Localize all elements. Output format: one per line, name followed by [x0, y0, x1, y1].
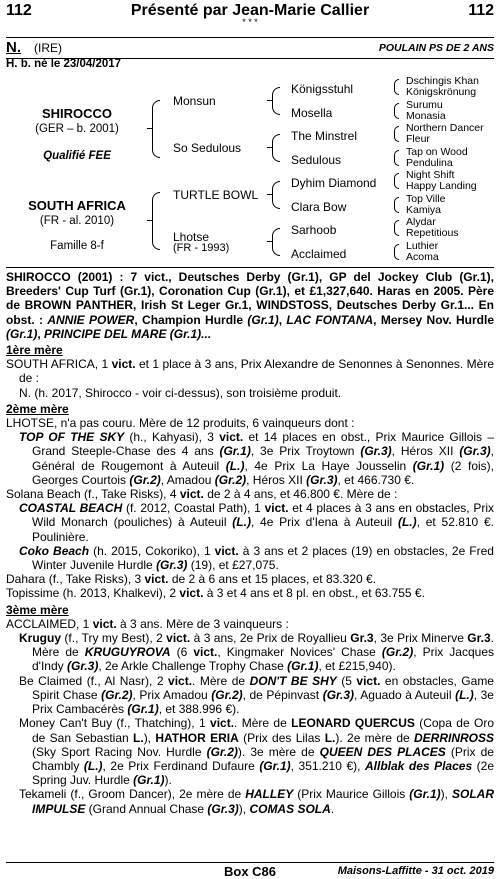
bracket-tick — [147, 220, 152, 221]
sire-fee: Qualifié FEE — [43, 150, 111, 162]
ped-g2-4: Lhotse — [173, 230, 210, 244]
third-dam-produce-1: Kruguy (f., Try my Best), 2 vict. à 3 ans, 2e Prix de Royallieu Gr.3, 3e Prix Minerve Gr.3. Mère de KRUGUYROVA (6 vict., Kingmaker Novices' Chase (Gr.2), Prix Jacques d'Indy (Gr.3), 2e Arkle Challenge Trophy Chase (Gr.1), et £215,940). — [19, 631, 495, 674]
catalogue-body — [6, 270, 494, 816]
separator — [6, 267, 494, 268]
ped-g4-7: Alydar Repetitious — [406, 216, 459, 239]
third-dam-produce-4: Tekameli (f., Groom Dancer), 2e mère de HALLEY (Prix Maurice Gillois (Gr.1)), SOLAR IMPULSE (Grand Annual Chase (Gr.3)), COMAS SOLA. — [19, 787, 494, 816]
second-dam-produce-2: Solana Beach (f., Take Risks), 4 vict. de 2 à 4 ans, et 46.800 €. Mère de : — [6, 487, 398, 502]
second-dam-heading: 2ème mère — [6, 401, 69, 416]
ped-g3-8: Acclaimed — [291, 247, 347, 261]
bracket-dam — [152, 192, 160, 250]
horse-country: (IRE) — [34, 41, 62, 55]
second-dam-produce-1: TOP OF THE SKY (h., Kahyasi), 3 vict. et 14 places en obst., Prix Maurice Gillois – Grand Steeple-Chase des 4 ans (Gr.1), 3e Prix Troytown (Gr.3), Héros XII (Gr.3), Général de Rougemont à Auteuil (L.), 4e Prix La Haye Jousselin (Gr.1) (2 fois), Georges Courtois (Gr.2), Amadou (Gr.2), Héros XII (Gr.3), et 466.730 €. — [19, 430, 494, 487]
bracket-g2 — [272, 87, 280, 115]
third-dam-intro: ACCLAIMED, 1 vict. à 3 ans. Mère de 3 vainqueurs : — [6, 616, 289, 631]
third-dam-produce-2: Be Claimed (f., Al Nasr), 2 vict.. Mère de DON'T BE SHY (5 vict. en obstacles, Game Spirit Chase (Gr.2), Prix Amadou (Gr.2), de Pépinvast (Gr.3), Aguado à Auteuil (L.), 3e Prix Cambacérès (Gr.1), et 388.996 €). — [19, 673, 494, 717]
page-footer — [6, 862, 494, 879]
bracket-g3 — [394, 244, 399, 260]
second-dam-produce-4: Coko Beach (h. 2015, Cokoriko), 1 vict. à 3 ans et 2 places (19) en obstacles, 2e Fred Winter Juvenile Hurdle (Gr.3) (19), et £27,075. — [19, 543, 494, 573]
second-dam-produce-5: Dahara (f., Take Risks), 3 vict. de 2 à 6 ans et 15 places, et 83.320 €. — [6, 572, 377, 587]
sire-paragraph: SHIROCCO (2001) : 7 vict., Deutsches Derby (Gr.1), GP del Jockey Club (Gr.1), Breeders' Cup Turf (Gr.1), Coronation Cup (Gr.1), et £1,327,640. Haras en 2005. Père de BROWN PANTHER, Irish St Leger Gr.1, WINDSTOSS, Deutsches Derby Gr.1... En obst. : ANNIE POWER, Champion Hurdle (Gr.1), LAC FONTANA, Mersey Nov. Hurdle (Gr.1), PRINCIPE DEL MARE (Gr.1)... — [6, 270, 494, 341]
sire-sub: (GER – b. 2001) — [35, 123, 119, 135]
bracket-g2 — [272, 181, 280, 209]
second-dam-intro: LHOTSE, n'a pas couru. Mère de 12 produits, 6 vainqueurs dont : — [6, 416, 355, 431]
third-dam-produce-3: Money Can't Buy (f., Thatching), 1 vict.. Mère de LEONARD QUERCUS (Copa de Oro de San Sebastian L.), HATHOR ERIA (Prix des Lilas L.). 2e mère de DERRINROSS (Sky Sport Racing Nov. Hurdle (Gr.2)). 3e mère de QUEEN DES PLACES (Prix de Chambly (L.), 2e Prix Ferdinand Dufaure (Gr.1), 351.210 €), Allblak des Places (2e Spring Juv. Hurdle (Gr.1)). — [19, 716, 495, 788]
ped-g4-5: Night Shift Happy Landing — [406, 169, 477, 192]
ped-g2-2: So Sedulous — [173, 141, 242, 155]
horse-id-bar — [6, 37, 494, 59]
ped-g3-6: Clara Bow — [291, 200, 347, 214]
first-dam-heading: 1ère mère — [6, 343, 63, 358]
sire-name: SHIROCCO — [41, 106, 113, 121]
bracket-tick — [267, 241, 272, 242]
ped-g4-6: Top Ville Kamiya — [406, 193, 446, 216]
bracket-tick — [267, 194, 272, 195]
pedigree-table — [0, 72, 500, 268]
bracket-g3 — [394, 79, 399, 95]
ped-g4-3: Northern Dancer Fleur — [406, 122, 484, 145]
ped-g4-1: Dschingis Khan Königskrönung — [406, 75, 479, 98]
third-dam-heading: 3ème mère — [6, 602, 69, 617]
horse-name: N. — [6, 39, 21, 56]
ped-g3-1: Königsstuhl — [291, 82, 354, 96]
bracket-g2 — [272, 134, 280, 162]
second-dam-produce-6: Topissime (h. 2013, Khalkevi), 2 vict. à 3 et 4 ans et 8 pl. en obst., et 63.755 €. — [6, 586, 425, 601]
ped-g3-5: Dyhim Diamond — [291, 176, 377, 190]
bracket-g3 — [394, 197, 399, 213]
bracket-g3 — [394, 220, 399, 236]
ped-g4-2: Surumu Monasia — [406, 99, 446, 122]
sale-place-date: Maisons-Laffitte - 31 oct. 2019 — [337, 865, 494, 877]
ped-g3-7: Sarhoob — [291, 223, 337, 237]
bracket-sire — [152, 100, 160, 158]
lot-number-left: 112 — [6, 2, 32, 19]
ped-g3-2: Mosella — [291, 106, 333, 120]
bracket-g3 — [394, 103, 399, 119]
dam-sub: (FR - al. 2010) — [39, 215, 115, 227]
second-dam-produce-3: COASTAL BEACH (f. 2012, Coastal Path), 1 vict. et 4 places à 3 ans en obstacles, Prix Wild Monarch (pouliches) à Auteuil (L.), 4e Prix d'Iena à Auteuil (L.), et 52.810 €. Poulinière. — [19, 501, 495, 544]
ped-g3-4: Sedulous — [291, 153, 342, 167]
ped-g2-3: TURTLE BOWL — [173, 188, 259, 202]
ped-g2-4-sub: (FR - 1993) — [173, 242, 230, 254]
bracket-g3 — [394, 173, 399, 189]
bracket-g3 — [394, 150, 399, 166]
ped-g4-4: Tap on Wood Pendulina — [406, 146, 468, 169]
bracket-tick — [147, 128, 152, 129]
lot-number-right: 112 — [468, 2, 494, 19]
header-stars: * * * — [242, 17, 258, 27]
bracket-g3 — [394, 126, 399, 142]
horse-sex-age: POULAIN PS DE 2 ANS — [378, 42, 494, 54]
family: Famille 8-f — [50, 240, 104, 252]
ped-g4-8: Luthier Acoma — [406, 240, 439, 263]
consignor-title: Présenté par Jean-Marie Callier — [130, 2, 370, 19]
bracket-g2 — [272, 228, 280, 256]
ped-g2-1: Monsun — [173, 94, 216, 108]
bracket-tick — [267, 147, 272, 148]
dam-name: SOUTH AFRICA — [28, 198, 126, 213]
first-dam-text: SOUTH AFRICA, 1 vict. et 1 place à 3 ans, Prix Alexandre de Senonnes à Senonnes. Mère de : — [6, 357, 494, 386]
box-number: Box C86 — [223, 864, 277, 879]
ped-g3-3: The Minstrel — [291, 129, 358, 143]
first-dam-produce: N. (h. 2017, Shirocco - voir ci-dessus), son troisième produit. — [19, 385, 342, 400]
horse-birth: H. b. né le 23/04/2017 — [6, 58, 122, 70]
bracket-tick — [267, 100, 272, 101]
